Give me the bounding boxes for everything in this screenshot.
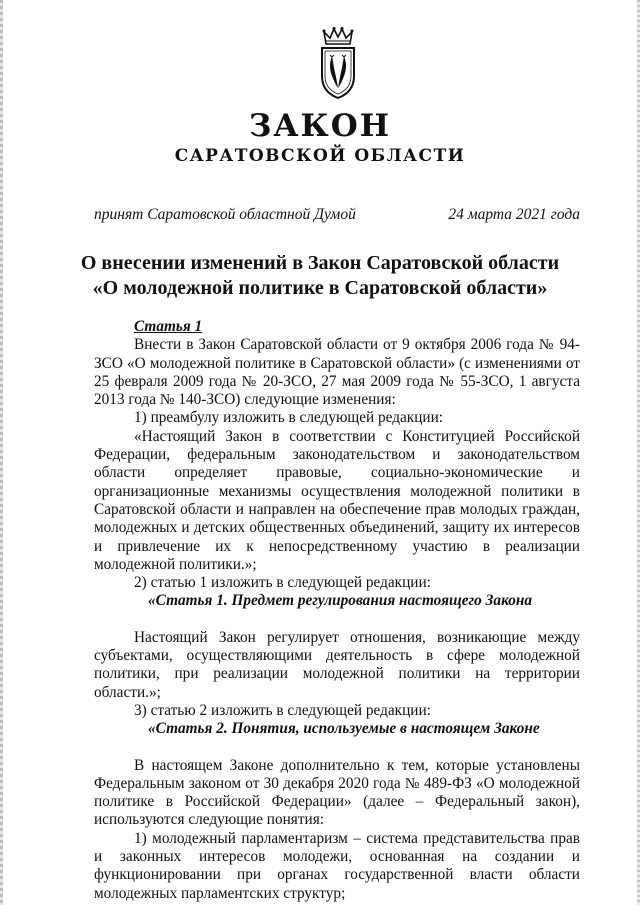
spacer [94,611,580,629]
document-heading [60,251,580,301]
law-subtitle: САРАТОВСКОЙ ОБЛАСТИ [174,146,466,166]
paragraph-definition-1: 1) молодежный парламентаризм – система представительства прав и законных интересов молодежи, основанная на создании и функционировании при органах государственной власти области молодежных парламентских структур; [94,829,580,902]
heading-line-2: «О молодежной политике в Саратовской области» [92,277,548,299]
paragraph-intro: Внести в Закон Саратовской области от 9 октября 2006 года № 94-ЗСО «О молодежной политике в Саратовской области» (с изменениями от 25 февраля 2009 года № 20-ЗСО, 27 мая 2009 года № 55-ЗСО, 1 августа 2013 года № 140-ЗСО) следующие изменения: [94,336,580,409]
paragraph-article-2-text: В настоящем Законе дополнительно к тем, которые установлены Федеральным законом от 30 декабря 2020 года № 489-ФЗ «О молодежной политике в Российской Федерации» (далее – Федеральный закон), используются следующие понятия: [94,756,580,829]
article-1-quote-title: «Статья 1. Предмет регулирования настоящего Закона [148,592,533,610]
paragraph-item-3: 3) статью 2 изложить в следующей редакции: [134,701,431,719]
article-2-quote-title: «Статья 2. Понятия, используемые в настоящем Законе [148,720,540,738]
adopted-date: 24 марта 2021 года [448,206,580,223]
spacer [94,739,580,757]
saratov-coat-of-arms-icon [318,26,358,100]
paragraph-article-1-text: Настоящий Закон регулирует отношения, возникающие между субъектами, осуществляющими деятельность в сфере молодежной политики, при реализации молодежной политики на территории области.»; [94,628,580,701]
adopted-by: принят Саратовской областной Думой [94,206,356,223]
article-1-title: Статья 1 [134,318,203,335]
paragraph-item-2: 2) статью 1 изложить в следующей редакции: [134,574,431,592]
document-body [94,318,580,903]
adoption-row [94,205,580,225]
paragraph-preamble: «Настоящий Закон в соответствии с Конституцией Российской Федерации, федеральным законодательством и законодательством области определяет правовые, социально-экономические и организационные механизмы осуществления молодежной политики в Саратовской области и направлен на обеспечение прав молодых граждан, молодежных и детских общественных объединений, защиту их интересов и привлечение их к непосредственному участию в реализации молодежной политики.»; [94,427,580,573]
heading-line-1: О внесении изменений в Закон Саратовской области [80,252,560,274]
law-title: ЗАКОН [248,108,392,144]
paragraph-item-1: 1) преамбулу изложить в следующей редакции: [134,409,444,427]
